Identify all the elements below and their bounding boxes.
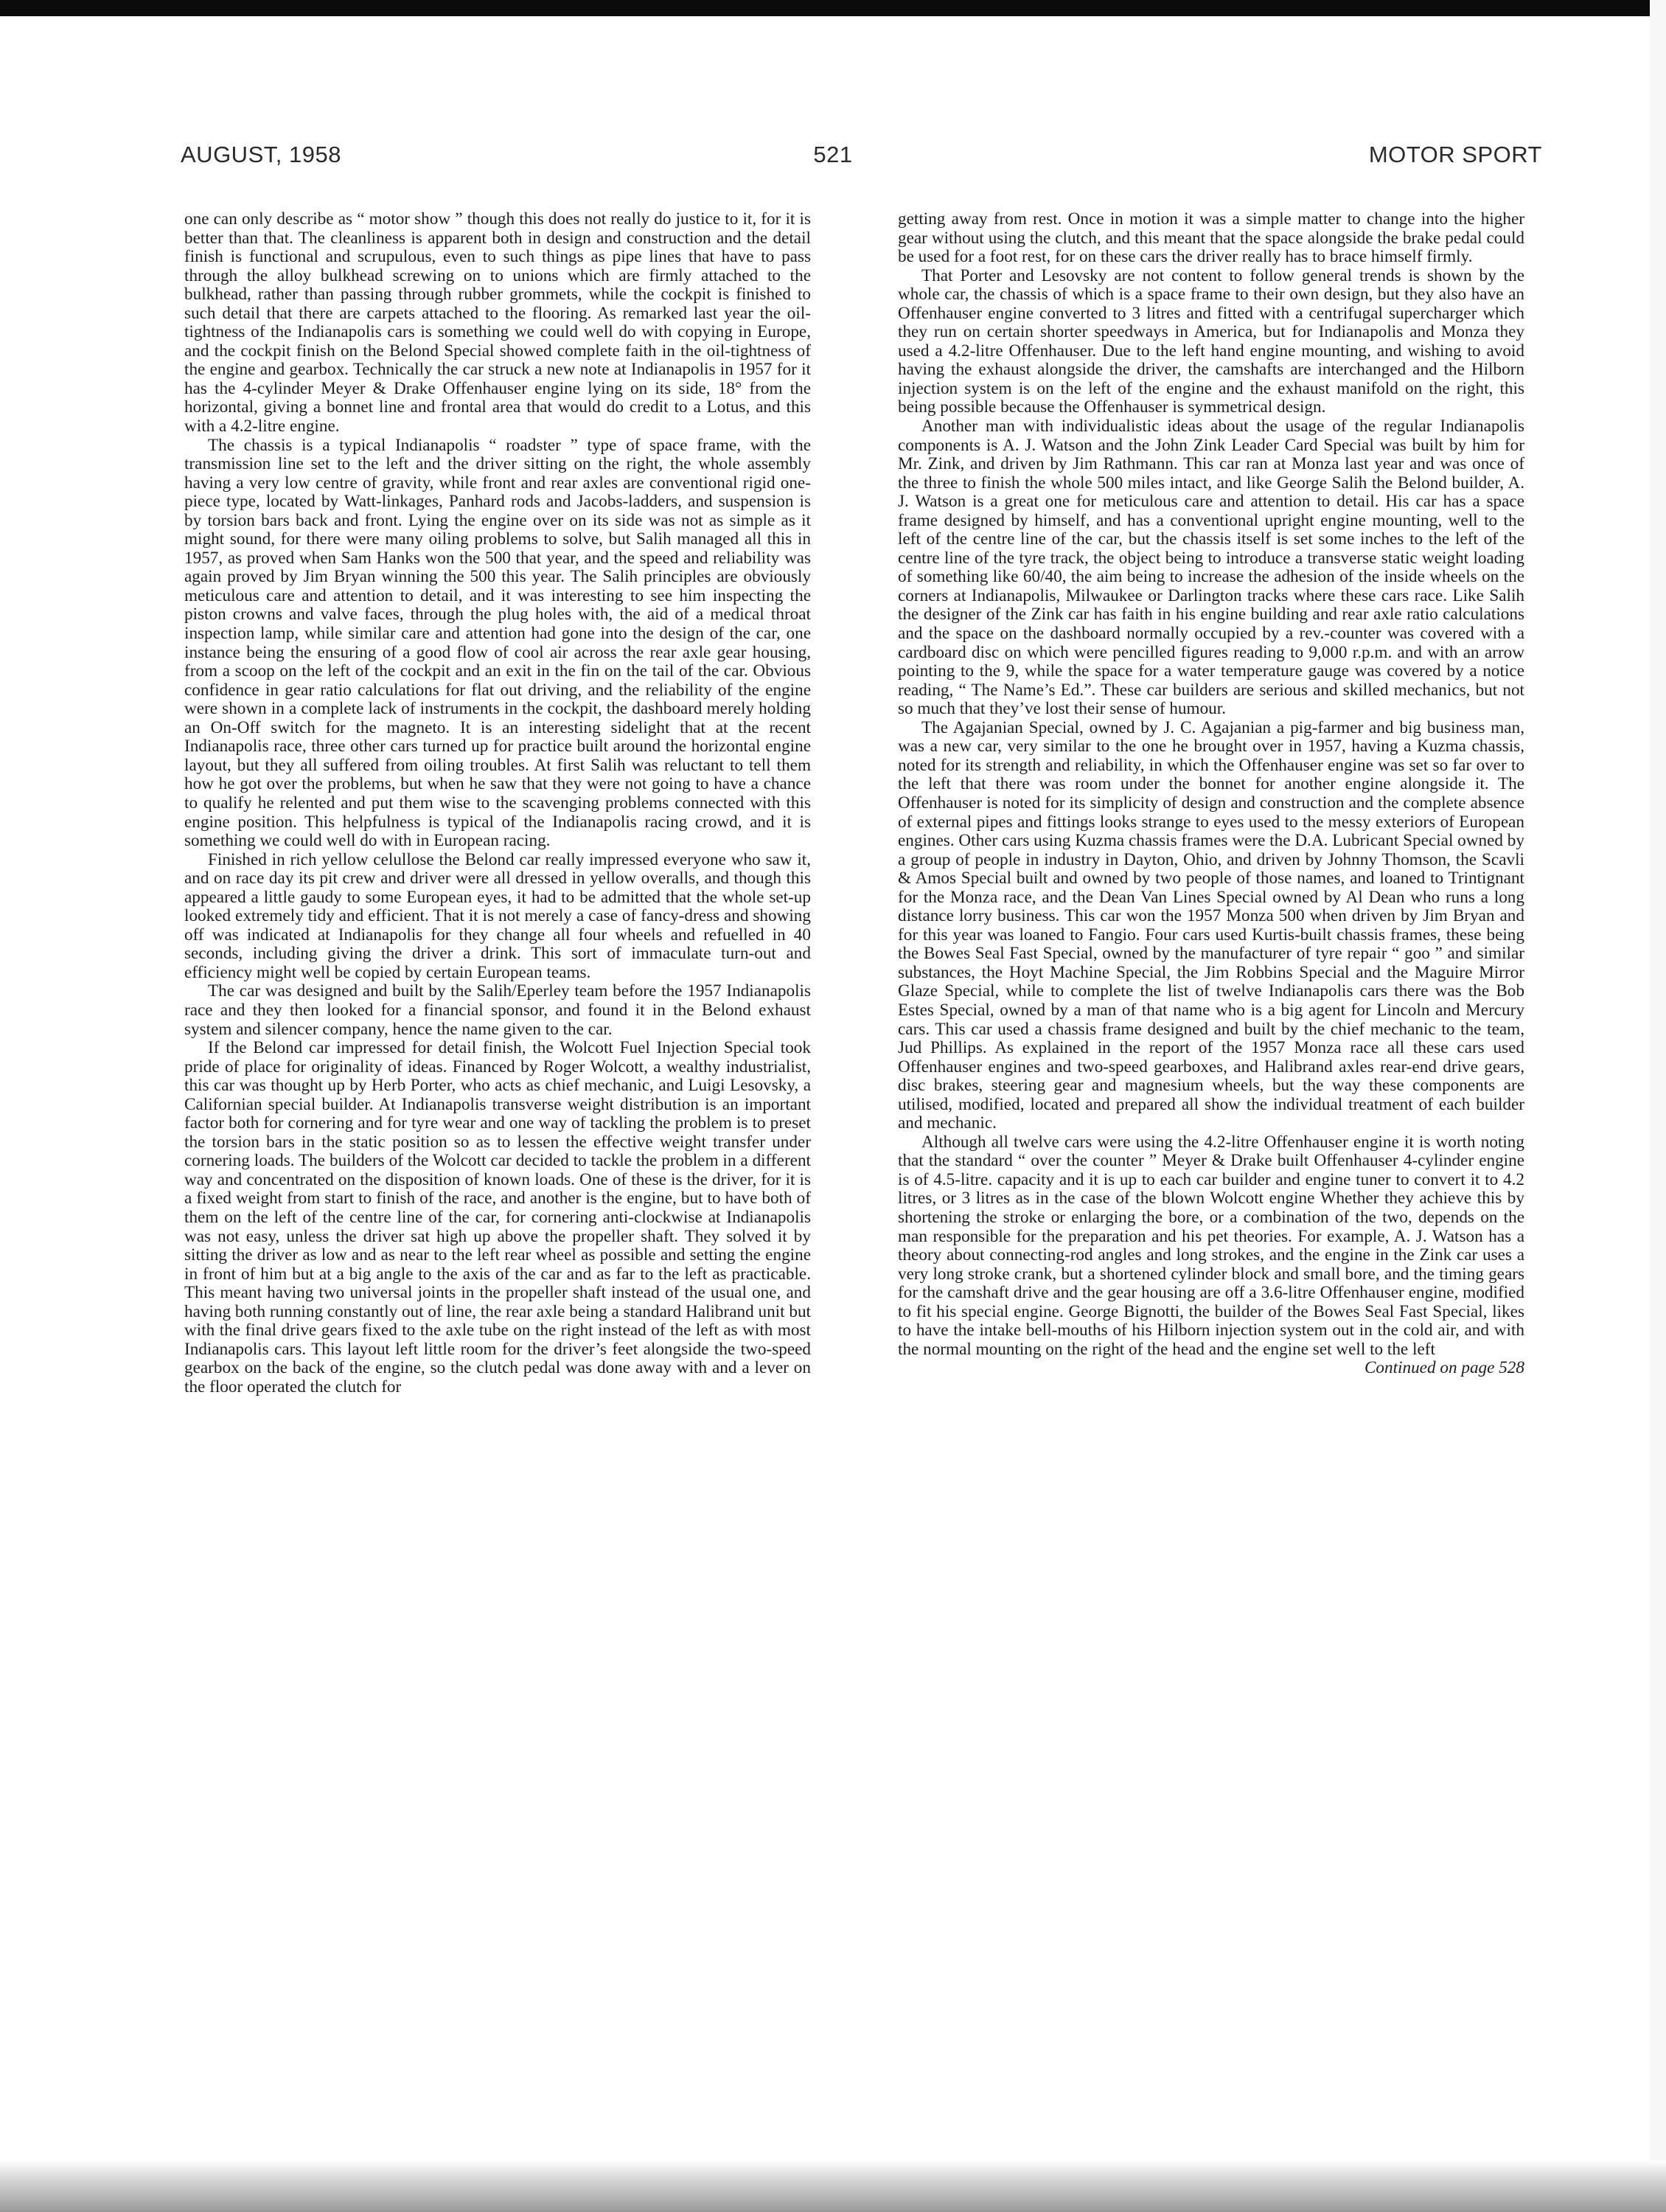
scan-bottom-edge [0,2160,1666,2212]
running-header [0,142,1666,178]
paragraph: The chassis is a typical Indianapolis “ roadster ” type of space frame, with the transmission line set to the left and the driver sitting on the right, the whole assembly having a very low centre of gravity, while front and rear axles are conventional rigid one-piece type, located by Watt-linkages, Panhard rods and Jacobs-ladders, and suspension is by torsion bars back and front. Lying the engine over on its side was not as simple as it might sound, for there were many oiling problems to solve, but Salih managed all this in 1957, as proved when Sam Hanks won the 500 that year, and the speed and reliability was again proved by Jim Bryan winning the 500 this year. The Salih principles are obviously meticulous care and attention to detail, and it was interesting to see him inspecting the piston crowns and valve faces, through the plug holes with, the aid of a medical throat inspection lamp, while similar care and attention had gone into the design of the car, one instance being the ensuring of a good flow of cool air across the rear axle gear housing, from a scoop on the left of the cockpit and an exit in the fin on the tail of the car. Obvious confidence in gear ratio calculations for flat out driving, and the reliability of the engine were shown in a complete lack of instruments in the cockpit, the dashboard merely holding an On-Off switch for the magneto. It is an interesting sidelight that at the recent Indianapolis race, three other cars turned up for practice built around the horizontal engine layout, but they all suffered from oiling troubles. At first Salih was reluctant to tell them how he got over the problems, but when he saw that they were not going to have a chance to qualify he relented and put them wise to the scavenging problems connected with this engine position. This helpfulness is typical of the Indianapolis racing crowd, and it is something we could well do with in European racing. [184,435,811,851]
paragraph: one can only describe as “ motor show ” though this does not really do justice to it, for it is better than that. The cleanliness is apparent both in design and construction and the detail finish is functional and scrupulous, even to such things as pipe lines that have to pass through the alloy bulkhead screwing on to unions which are firmly attached to the bulkhead, rather than passing through rubber grommets, while the cockpit is finished to such detail that there are carpets attached to the flooring. As remarked last year the oil-tightness of the Indianapolis cars is something we could well do with copying in Europe, and the cockpit finish on the Belond Special showed complete faith in the oil-tightness of the engine and gearbox. Technically the car struck a new note at Indianapolis in 1957 for it has the 4-cylinder Meyer & Drake Offenhauser engine lying on its side, 18° from the horizontal, giving a bonnet line and frontal area that would do credit to a Lotus, and this with a 4.2-litre engine. [184,209,811,437]
issue-date: AUGUST, 1958 [181,142,341,167]
paragraph: The Agajanian Special, owned by J. C. Agajanian a pig-farmer and big business man, was a new car, very similar to the one he brought over in 1957, having a Kuzma chassis, noted for its strength and reliability, in which the Offenhauser engine was set so far over to the left that there was room under the bonnet for another engine alongside it. The Offenhauser is noted for its simplicity of design and construction and the complete absence of external pipes and fittings looks strange to eyes used to the messy exteriors of European engines. Other cars using Kuzma chassis frames were the D.A. Lubricant Special owned by a group of people in industry in Dayton, Ohio, and driven by Johnny Thomson, the Scavli & Amos Special built and owned by two people of those names, and loaned to Trintignant for the Monza race, and the Dean Van Lines Special owned by Al Dean who runs a long distance lorry business. This car won the 1957 Monza 500 when driven by Jim Bryan and for this year was loaned to Fangio. Four cars used Kurtis-built chassis frames, these being the Bowes Seal Fast Special, owned by the manufacturer of tyre repair “ goo ” and similar substances, the Hoyt Machine Special, the Jim Robbins Special and the Maguire Mirror Glaze Special, while to complete the list of twelve Indianapolis cars there was the Bob Estes Special, owned by a man of that name who is a big agent for Lincoln and Mercury cars. This car used a chassis frame designed and built by the chief mechanic to the team, Jud Phillips. As explained in the report of the 1957 Monza race all these cars used Offenhauser engines and two-speed gearboxes, and Halibrand axles rear-end drive gears, disc brakes, steering gear and magnesium wheels, but the way these components are utilised, modified, located and prepared all show the individual treatment of each builder and mechanic. [898,717,1524,1133]
scan-top-border [0,0,1650,16]
paragraph: Although all twelve cars were using the 4.2-litre Offenhauser engine it is worth noting that the standard “ over the counter ” Meyer & Drake built Offenhauser 4-cylinder engine is of 4.5-litre. capacity and it is up to each car builder and engine tuner to convert it to 4.2 litres, or 3 litres as in the case of the blown Wolcott engine Whether they achieve this by shortening the stroke or enlarging the bore, or a combination of the two, depends on the man responsible for the preparation and his pet theories. For example, A. J. Watson has a theory about connecting-rod angles and long strokes, and the engine in the Zink car uses a very long stroke crank, but a shortened cylinder block and small bore, and the timing gears for the camshaft drive and the gear housing are off a 3.6-litre Offenhauser engine, modified to fit his special engine. George Bignotti, the builder of the Bowes Seal Fast Special, likes to have the intake bell-mouths of his Hilborn injection system out in the cold air, and with the normal mounting on the right of the head and the engine set well to the left [898,1132,1524,1359]
magazine-title: MOTOR SPORT [1368,142,1542,167]
page-number: 521 [813,142,853,167]
paragraph: The car was designed and built by the Salih/Eperley team before the 1957 Indianapolis race and they then looked for a financial sponsor, and found it in the Belond exhaust system and silencer company, hence the name given to the car. [184,981,811,1039]
right-column [898,210,1524,1378]
left-column [184,210,811,1397]
paragraph: Finished in rich yellow celullose the Belond car really impressed everyone who saw it, and on race day its pit crew and driver were all dressed in yellow overalls, and though this appeared a little gaudy to some European eyes, it had to be admitted that the whole set-up looked extremely tidy and efficient. That it is not merely a case of fancy-dress and showing off was indicated at Indianapolis for they change all four wheels and refuelled in 40 seconds, including giving the driver a drink. This sort of immaculate turn-out and efficiency might well be copied by certain European teams. [184,849,811,982]
scan-right-edge [1650,0,1666,2212]
paragraph: getting away from rest. Once in motion it was a simple matter to change into the higher gear without using the clutch, and this meant that the space alongside the brake pedal could be used for a foot rest, for on these cars the driver really has to brace himself firmly. [898,209,1524,267]
paragraph: If the Belond car impressed for detail finish, the Wolcott Fuel Injection Special took pride of place for originality of ideas. Financed by Roger Wolcott, a wealthy industrialist, this car was thought up by Herb Porter, who acts as chief mechanic, and Luigi Lesovsky, a Californian special builder. At Indianapolis transverse weight distribution is an important factor both for cornering and for tyre wear and one way of tackling the problem is to preset the torsion bars in the static position so as to lessen the effective weight transfer under cornering loads. The builders of the Wolcott car decided to tackle the problem in a different way and concentrated on the disposition of known loads. One of these is the driver, for it is a fixed weight from start to finish of the race, and another is the engine, but to have both of them on the left of the centre line of the car, for cornering anti-clockwise at Indianapolis was not easy, unless the driver sat high up above the propeller shaft. They solved it by sitting the driver as low and as near to the left rear wheel as possible and setting the engine in front of him but at a big angle to the axis of the car and as far to the left as practicable. This meant having two universal joints in the propeller shaft instead of the usual one, and having both running constantly out of line, the rear axle being a standard Halibrand unit but with the final drive gears fixed to the axle tube on the right instead of the left as with most Indianapolis cars. This layout left little room for the driver’s feet alongside the two-speed gearbox on the back of the engine, so the clutch pedal was done away with and a lever on the floor operated the clutch for [184,1038,811,1397]
paragraph: Another man with individualistic ideas about the usage of the regular Indianapolis components is A. J. Watson and the John Zink Leader Card Special was built by him for Mr. Zink, and driven by Jim Rathmann. This car ran at Monza last year and was once of the three to finish the whole 500 miles intact, and like George Salih the Belond builder, A. J. Watson is a great one for meticulous care and attention to detail. His car has a space frame designed by himself, and has a conventional upright engine mounting, well to the left of the centre line of the car, but the chassis itself is set some inches to the left of the centre line of the tyre track, the object being to introduce a transverse static weight loading of something like 60/40, the aim being to increase the adhesion of the inside wheels on the corners at Indianapolis, Milwaukee or Darlington tracks where these cars race. Like Salih the designer of the Zink car has faith in his engine building and rear axle ratio calculations and the space on the dashboard normally occupied by a rev.-counter was covered with a cardboard disc on which were pencilled figures reading to 9,000 r.p.m. and with an arrow pointing to the 9, while the space for a water temperature gauge was covered by a notice reading, “ The Name’s Ed.”. These car builders are serious and skilled mechanics, but not so much that they’ve lost their sense of humour. [898,417,1524,719]
paragraph: That Porter and Lesovsky are not content to follow general trends is shown by the whole car, the chassis of which is a space frame to their own design, but they also have an Offenhauser engine converted to 3 litres and fitted with a centrifugal supercharger which they run on certain shorter speedways in America, but for Indianapolis and Monza they used a 4.2-litre Offenhauser. Due to the left hand engine mounting, and wishing to avoid having the exhaust alongside the driver, the camshafts are interchanged and the Hilborn injection system is on the left of the engine and the exhaust manifold on the right, this being possible because the Offenhauser is symmetrical design. [898,265,1524,417]
continued-note: Continued on page 528 [1364,1358,1524,1378]
